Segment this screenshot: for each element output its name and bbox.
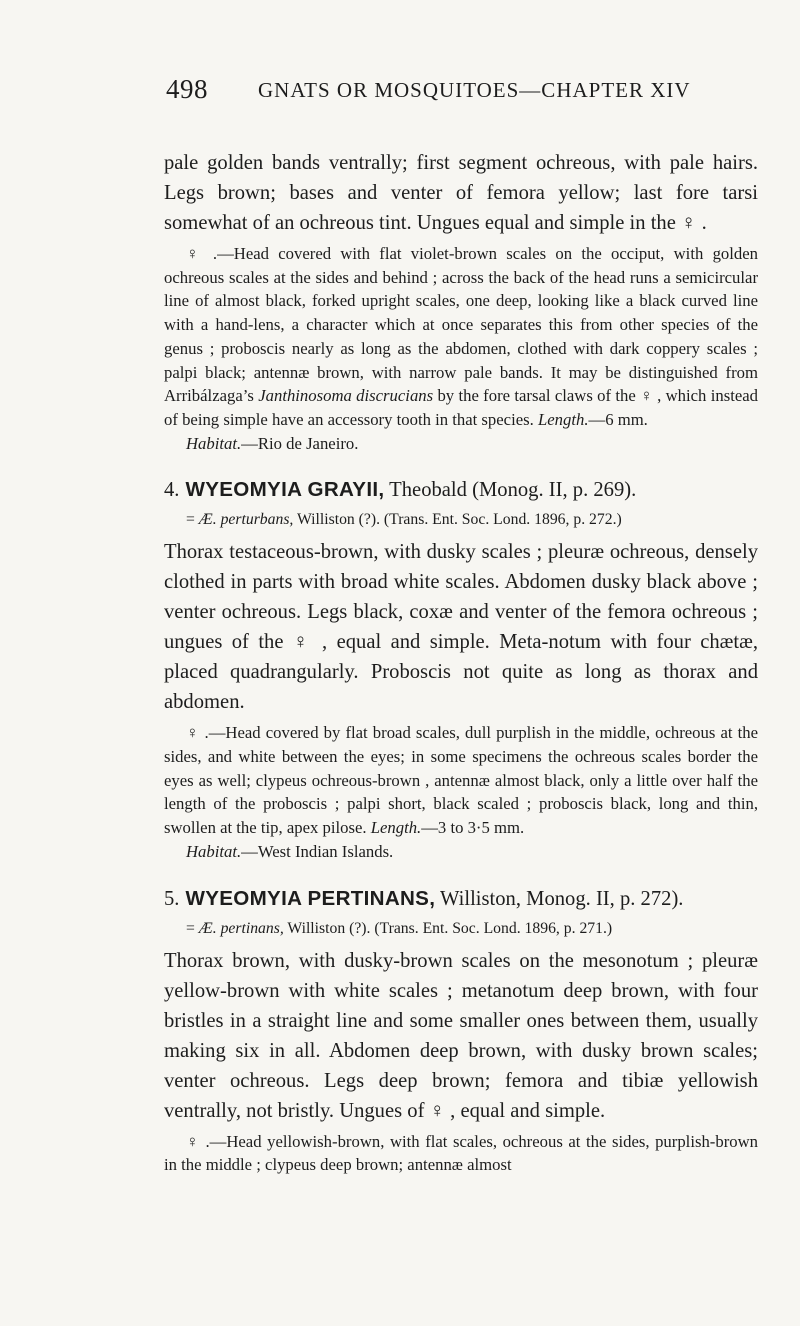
running-title: GNATS OR MOSQUITOES—CHAPTER XIV <box>258 78 691 102</box>
species-4-habitat <box>164 840 758 864</box>
species-4-synonym: = Æ. perturbans, Williston (?). (Trans. Ent. Soc. Lond. 1896, p. 272.) <box>186 511 622 529</box>
page-number: 498 <box>166 74 208 104</box>
habitat-value: —Rio de Janeiro. <box>241 433 359 453</box>
species-4-female: ♀ .—Head covered by flat broad scales, dull purplish in the middle, ochreous at the sides, and white between the eyes; in some specimens the ochreous scales border the eyes as well; clypeus ochreous-brown , antennæ almost black, only a little over half the length of the proboscis ; palpi short, black scaled ; proboscis black, long and thin, swollen at the tip, apex pilose. Length.—3 to 3·5 mm. <box>164 723 758 838</box>
intro-female-paragraph: ♀ .—Head covered with flat violet-brown scales on the occiput, with golden ochreous scales at the sides and behind ; across the back of the head runs a semicircular line of almost black, forked upright scales, one deep, looking like a black curved line with a hand-lens, a character which at once separates this from other species of the genus ; proboscis nearly as long as the abdomen, clothed with dark coppery scales ; palpi black; antennæ brown, with narrow pale bands. It may be distinguished from Arribálzaga’s Janthinosoma discrucians by the fore tarsal claws of the ♀ , which instead of being simple have an accessory tooth in that species. Length.—6 mm. <box>164 244 758 429</box>
species-5-description: Thorax brown, with dusky-brown scales on the mesonotum ; pleuræ yellow-brown with white scales ; metanotum deep brown, with four bristles in a straight line and some smaller ones between them, usually making six in all. Abdomen deep brown, with dusky brown scales; venter ochreous. Legs deep brown; femora and tibiæ yellowish ventrally, not bristly. Ungues of ♀ , equal and simple. <box>164 949 758 1122</box>
species-4-name: WYEOMYIA GRAYII, <box>185 478 385 502</box>
species-5-synonym: = Æ. pertinans, Williston (?). (Trans. Ent. Soc. Lond. 1896, p. 271.) <box>186 919 613 937</box>
length-label: Length. <box>370 818 422 838</box>
length-label: Length. <box>537 409 589 429</box>
species-4-heading: 4. WYEOMYIA GRAYII, Theobald (Monog. II, p. 269). <box>164 478 637 502</box>
page-body <box>164 148 758 1177</box>
species-4-description: Thorax testaceous-brown, with dusky scales ; pleuræ ochreous, densely clothed in parts with broad white scales. Abdomen dusky black above ; venter ochreous. Legs black, coxæ and venter of the femora ochreous ; ungues of the ♀ , equal and simple. Meta-notum with four chætæ, placed quadrangularly. Proboscis not quite as long as thorax and abdomen. <box>164 541 758 714</box>
habitat-value: —West Indian Islands. <box>241 841 394 861</box>
species-reference: Janthinosoma discrucians <box>258 386 434 406</box>
species-5-heading: 5. WYEOMYIA PERTINANS, Williston, Monog. II, p. 272). <box>164 886 684 910</box>
species-5-name: WYEOMYIA PERTINANS, <box>185 886 436 910</box>
page-header <box>166 74 756 114</box>
length-value: —3 to 3·5 mm. <box>421 818 525 838</box>
length-value: —6 mm. <box>588 409 648 429</box>
habitat-label: Habitat. <box>186 433 242 453</box>
intro-habitat <box>164 432 758 456</box>
habitat-label: Habitat. <box>186 841 242 861</box>
intro-description: pale golden bands ventrally; first segment ochreous, with pale hairs. Legs brown; bases and venter of femora yellow; last fore tarsi somewhat of an ochreous tint. Ungues equal and simple in the ♀ . <box>164 152 758 234</box>
species-5-female: ♀ .—Head yellowish-brown, with flat scales, ochreous at the sides, purplish-brown in the middle ; clypeus deep brown; antennæ almost <box>164 1131 758 1175</box>
